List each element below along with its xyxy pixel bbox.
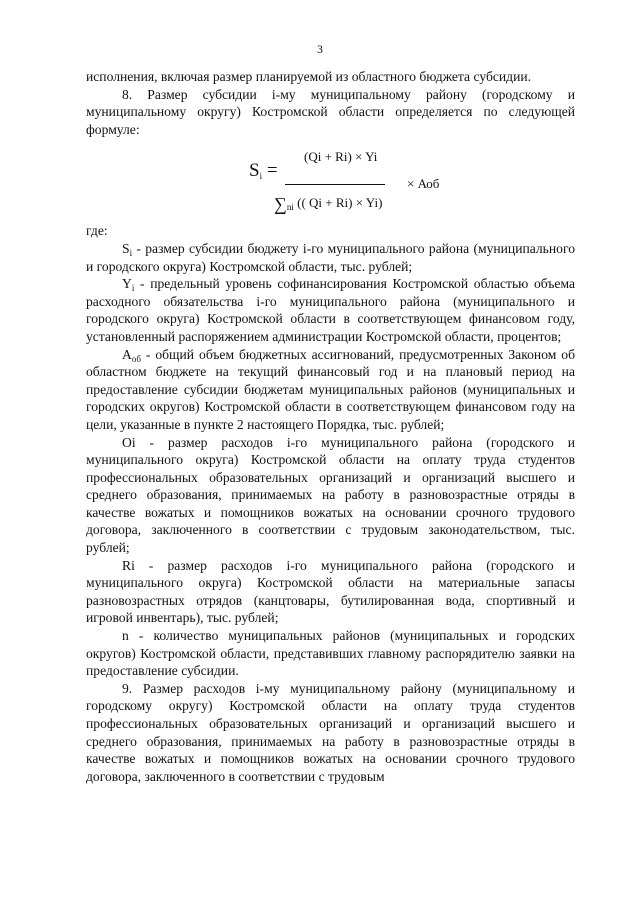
paragraph-continuation: исполнения, включая размер планируемой из областного бюджета субсидии. (86, 69, 532, 84)
paragraph-8: 8. Размер субсидии i-му муниципальному району (городскому и муниципальному округу) Костромской области определяется по следующей формуле: (86, 86, 575, 137)
definition-n: n - количество муниципальных районов (муниципальных и городских округов) Костромской области, представивших главному распорядителю заявки на предоставление субсидии. (86, 628, 575, 679)
where-label: где: (86, 223, 108, 239)
formula-multiplier: × Аоб (407, 176, 440, 192)
formula-lhs: $S_i$ = (249, 160, 278, 182)
formula-numerator: (Qi + Ri) × Yi (304, 149, 378, 165)
page-number: 3 (317, 44, 323, 56)
document-body (86, 68, 575, 785)
definition-s: $S_i$ - размер субсидии бюджету i-го муниципального района (муниципального и городского округа) Костромской области, тыс. рублей; (86, 240, 575, 274)
sum-symbol: ∑ (274, 194, 287, 215)
definition-r: Ri - размер расходов i-го муниципального района (городского и муниципального округа) Костромской области на материальные запасы разновозрастных отрядов (канцтовары, бутилированная вода, спортивный и игровой инвентарь), тыс. рублей; (86, 557, 575, 626)
definition-o: Оi - размер расходов i-го муниципального района (городского и муниципального округа) Костромской области на оплату труда студентов профессиональных образовательных организаций и организаций высшего и среднего образования, принимаемых на работу в разновозрастные отряды в качестве вожатых и помощников вожатых на основании срочного трудового договора, заключенного в соответствии с трудовым законодательством, тыс. рублей; (86, 434, 575, 556)
subsidy-formula (86, 144, 575, 220)
definition-y: $Y_i$ - предельный уровень софинансирования Костромской областью объема расходного обязательства i-го муниципального района (муниципального и городского округа) Костромской области в соответствующем финансовом году, установленный распоряжением администрации Костромской области, процентов; (86, 276, 575, 344)
formula-denominator: $\sum_{ni}$ (( Qi + Ri) × Yi) (274, 194, 383, 215)
definition-a: $А_{об}$ - общий объем бюджетных ассигнований, предусмотренных Законом об областном бюджете на текущий финансовый год и на плановый период на предоставление субсидии бюджетам муниципальных районов (муниципальных и городских округов) Костромской области в соответствующем финансовом году на цели, указанные в пункте 2 настоящего Порядка, тыс. рублей; (86, 346, 575, 432)
paragraph-9: 9. Размер расходов i-му муниципальному району (муниципальному и городскому округу) Костромской области на оплату труда студентов профессиональных образовательных организаций и организаций высшего и среднего образования, принимаемых на работу в разновозрастные отряды в качестве вожатых и помощников вожатых на основании срочного трудового договора, заключенного в соответствии с трудовым (86, 680, 575, 784)
fraction-bar (285, 184, 385, 185)
